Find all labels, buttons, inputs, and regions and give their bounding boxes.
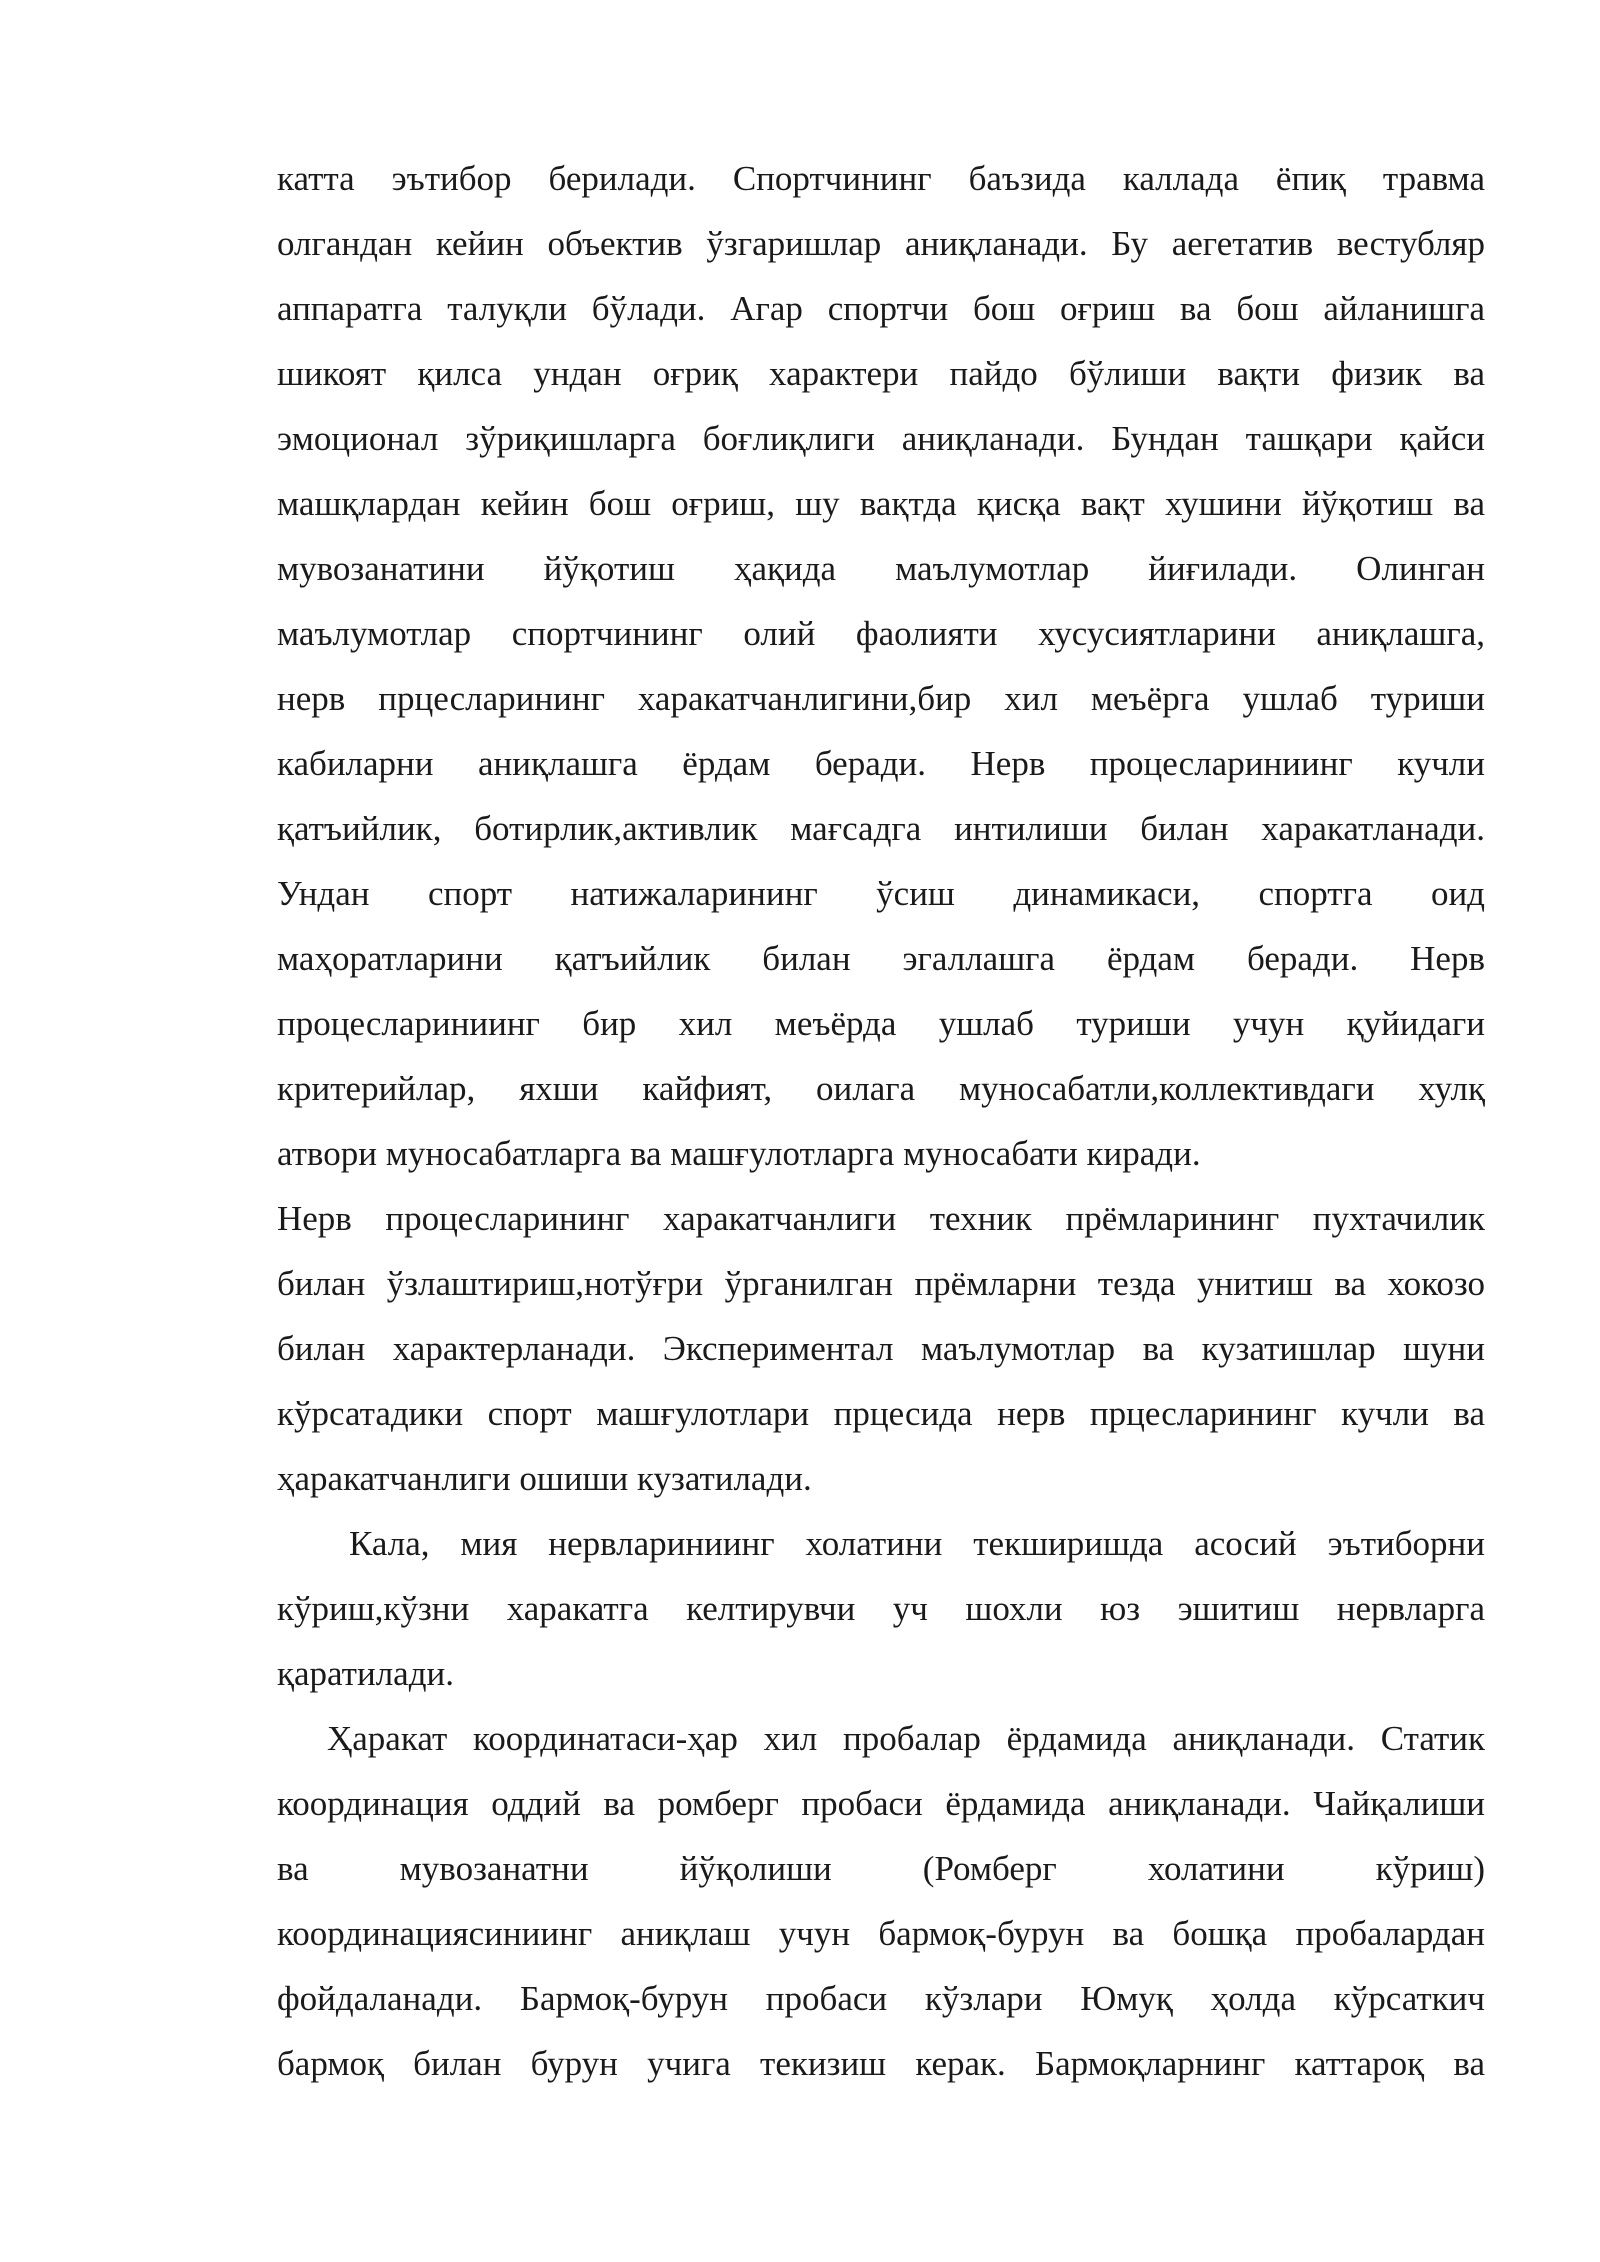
text-line: ва мувозанатни йўқолиши (Ромберг холатини кўриш) <box>277 1849 1485 1888</box>
text-line: ҳаракатчанлиги ошиши кузатилади. <box>277 1459 812 1498</box>
text-line: билан ўзлаштириш,нотўғри ўрганилган прёмларни тезда унитиш ва хокозо <box>277 1264 1485 1303</box>
text-line: Нерв процесларининг харакатчанлиги техник прёмларининг пухтачилик <box>277 1199 1485 1238</box>
text-line: олгандан кейин объектив ўзгаришлар аниқланади. Бу аегетатив вестубляр <box>277 224 1485 263</box>
text-line: машқлардан кейин бош оғриш, шу вақтда қисқа вақт хушини йўқотиш ва <box>277 484 1485 523</box>
text-line: процеслариниинг бир хил меъёрда ушлаб туриши учун қуйидаги <box>277 1004 1485 1043</box>
text-line: Кала, мия нервлариниинг холатини текширишда асосий эътиборни <box>349 1524 1485 1563</box>
text-line: мувозанатини йўқотиш ҳақида маълумотлар йиғилади. Олинган <box>277 549 1485 588</box>
text-line: кўрсатадики спорт машғулотлари прцесида нерв прцесларининг кучли ва <box>277 1394 1485 1433</box>
text-line: координациясиниинг аниқлаш учун бармоқ-бурун ва бошқа пробалардан <box>277 1914 1485 1953</box>
text-line: қатъийлик, ботирлик,активлик мағсадга интилиши билан харакатланади. <box>277 809 1485 848</box>
text-line: катта эътибор берилади. Спортчининг баъзида каллада ёпиқ травма <box>277 159 1485 198</box>
text-line: билан характерланади. Экспериментал маълумотлар ва кузатишлар шуни <box>277 1329 1485 1368</box>
text-line: атвори муносабатларга ва машғулотларга муносабати киради. <box>277 1134 1201 1173</box>
text-line: бармоқ билан бурун учига текизиш керак. Бармоқларнинг каттароқ ва <box>277 2044 1485 2083</box>
text-line: фойдаланади. Бармоқ-бурун пробаси кўзлари Юмуқ ҳолда кўрсаткич <box>277 1979 1485 2018</box>
text-line: қаратилади. <box>277 1654 454 1693</box>
text-line: маҳоратларини қатъийлик билан эгаллашга ёрдам беради. Нерв <box>277 939 1485 978</box>
text-line: шикоят қилса ундан оғриқ характери пайдо бўлиши вақти физик ва <box>277 354 1485 393</box>
text-line: эмоционал зўриқишларга боғлиқлиги аниқланади. Бундан ташқари қайси <box>277 419 1485 458</box>
text-line: кабиларни аниқлашга ёрдам беради. Нерв процеслариниинг кучли <box>277 744 1485 783</box>
text-line: Ундан спорт натижаларининг ўсиш динамикаси, спортга оид <box>277 874 1485 913</box>
text-line: кўриш,кўзни харакатга келтирувчи уч шохли юз эшитиш нервларга <box>277 1589 1485 1628</box>
text-line: маълумотлар спортчининг олий фаолияти хусусиятларини аниқлашга, <box>277 614 1485 653</box>
text-line: критерийлар, яхши кайфият, оилага муносабатли,коллективдаги хулқ <box>277 1069 1485 1108</box>
text-line: Ҳаракат координатаси-ҳар хил пробалар ёрдамида аниқланади. Статик <box>327 1719 1485 1758</box>
text-line: координация оддий ва ромберг пробаси ёрдамида аниқланади. Чайқалиши <box>277 1784 1485 1823</box>
text-line: аппаратга талуқли бўлади. Агар спортчи бош оғриш ва бош айланишга <box>277 289 1485 328</box>
text-line: нерв прцесларининг харакатчанлигини,бир хил меъёрга ушлаб туриши <box>277 679 1485 718</box>
document-body-text <box>277 146 1485 2096</box>
